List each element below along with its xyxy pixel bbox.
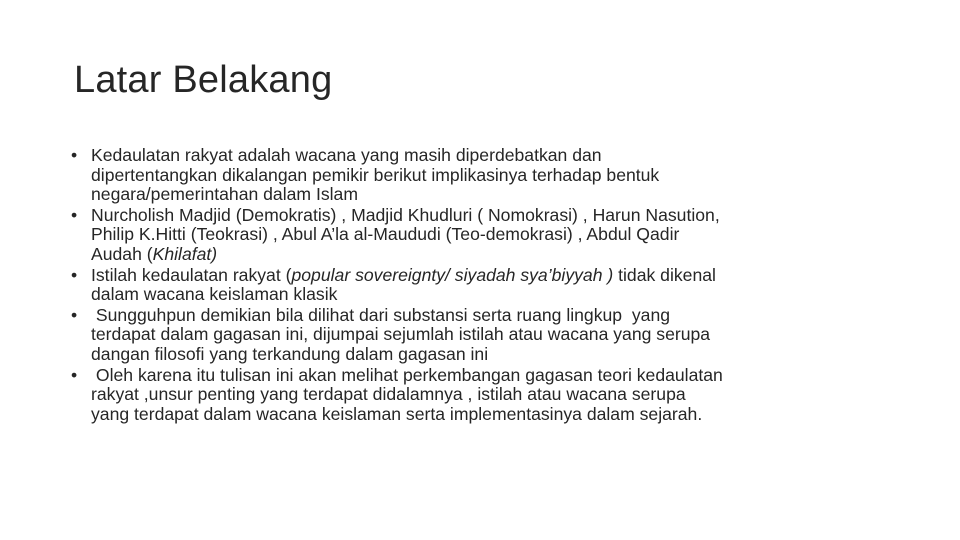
- bullet-text-line: terdapat dalam gagasan ini, dijumpai sejumlah istilah atau wacana yang serupa: [91, 324, 711, 345]
- bullet-text-line: dalam wacana keislaman klasik: [91, 284, 338, 305]
- bullet-text-line: Oleh karena itu tulisan ini akan melihat perkembangan gagasan teori kedaulatan: [91, 364, 723, 385]
- bullet-text-line: negara/pemerintahan dalam Islam: [91, 184, 358, 205]
- bullet-text-line: Sungguhpun demikian bila dilihat dari substansi serta ruang lingkup yang: [91, 304, 671, 325]
- bullet-italic-term: Khilafat): [152, 243, 218, 264]
- bullet-text-line: [91, 245, 900, 265]
- bullet-list: [66, 146, 900, 425]
- bullet-dot-icon: •: [71, 264, 78, 285]
- bullet-text-line: Kedaulatan rakyat adalah wacana yang masih diperdebatkan dan: [91, 145, 602, 165]
- bullet-text-line: dangan filosofi yang terkandung dalam gagasan ini: [91, 343, 489, 364]
- bullet-item-substansi: [66, 306, 900, 365]
- bullet-dot-icon: •: [71, 204, 78, 225]
- bullet-text-line: dipertentangkan dikalangan pemikir berikut implikasinya terhadap bentuk: [91, 164, 660, 185]
- bullet-italic-term: popular sovereignty/ siyadah sya’biyyah ): [291, 264, 614, 285]
- bullet-dot-icon: •: [71, 145, 78, 165]
- bullet-item-istilah: [66, 266, 900, 305]
- bullet-text-line: rakyat ,unsur penting yang terdapat didalamnya , istilah atau wacana serupa: [91, 384, 686, 405]
- bullet-text-segment: Audah (: [91, 243, 153, 264]
- bullet-text-line: [91, 266, 900, 286]
- bullet-item-tulisan: [66, 366, 900, 425]
- bullet-text-line: Nurcholish Madjid (Demokratis) , Madjid Khudluri ( Nomokrasi) , Harun Nasution,: [91, 204, 720, 225]
- bullet-dot-icon: •: [71, 304, 78, 325]
- bullet-item-kedaulatan-rakyat: [66, 146, 900, 205]
- bullet-text-segment: tidak dikenal: [613, 264, 716, 285]
- slide-title: Latar Belakang: [74, 59, 333, 101]
- bullet-item-pemikir: [66, 206, 900, 265]
- bullet-text-line: yang terdapat dalam wacana keislaman serta implementasinya dalam sejarah.: [91, 403, 703, 424]
- bullet-text-segment: Istilah kedaulatan rakyat (: [91, 264, 292, 285]
- bullet-text-line: Philip K.Hitti (Teokrasi) , Abul A’la al-Maududi (Teo-demokrasi) , Abdul Qadir: [91, 224, 680, 245]
- bullet-dot-icon: •: [71, 364, 78, 385]
